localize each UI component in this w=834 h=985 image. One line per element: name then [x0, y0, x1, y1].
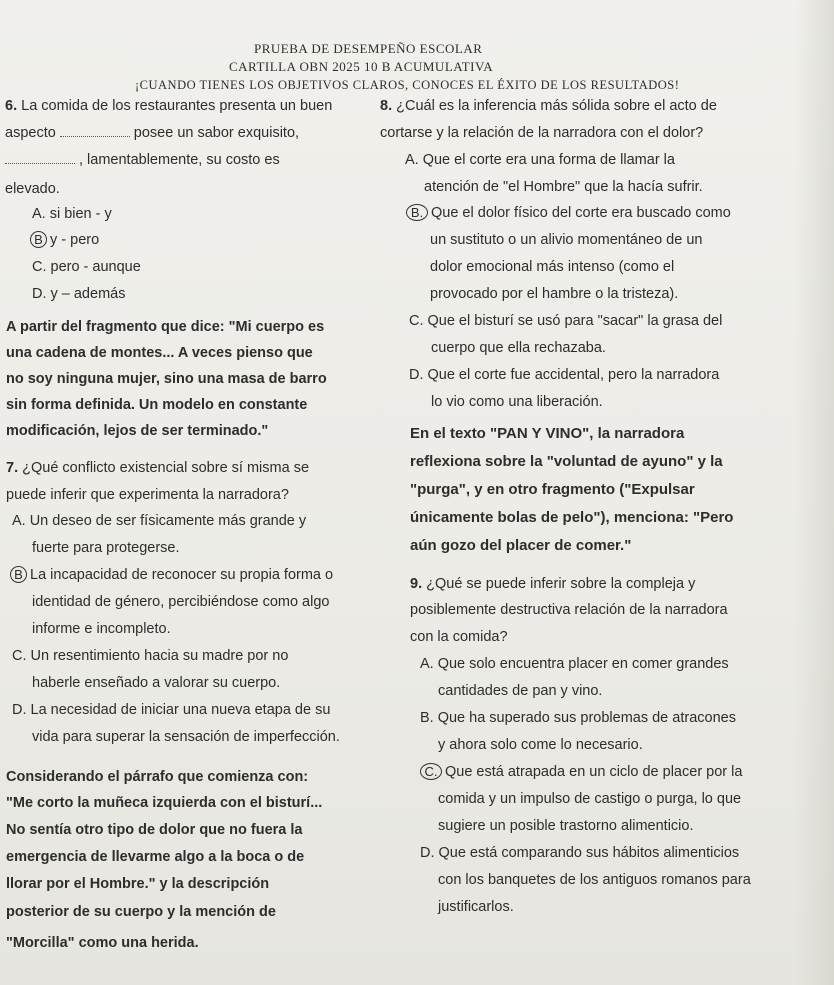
q6-stem-line3: , lamentablemente, su costo es [5, 151, 280, 169]
q6-stem-line2: aspecto posee un sabor exquisito, [5, 125, 300, 141]
q7-stem-line2: puede inferir que experimenta la narradora? [6, 487, 289, 503]
q7-option-b[interactable]: B La incapacidad de reconocer su propia forma o [10, 566, 333, 584]
q7-stem-line1: 7. ¿Qué conflicto existencial sobre sí misma se [6, 460, 310, 476]
q6-blank-1 [60, 126, 130, 137]
passage9-line4: únicamente bolas de pelo"), menciona: "Pero [410, 509, 734, 526]
passage9-line5: aún gozo del placer de comer." [410, 537, 632, 554]
q7-option-d[interactable]: D. La necesidad de iniciar una nueva etapa de su [12, 702, 331, 718]
passage7-line2: una cadena de montes... A veces pienso que [6, 345, 313, 361]
q8-option-b-cont1: un sustituto o un alivio momentáneo de un [430, 232, 703, 248]
passage8-line1: Considerando el párrafo que comienza con: [6, 769, 309, 785]
q9-stem-line2: posiblemente destructiva relación de la narradora [410, 602, 728, 618]
q7-option-d-cont: vida para superar la sensación de imperfección. [32, 729, 340, 745]
q9-option-c-cont2: sugiere un posible trastorno alimenticio. [438, 818, 694, 834]
q9-option-a-cont: cantidades de pan y vino. [438, 683, 603, 699]
header-title: PRUEBA DE DESEMPEÑO ESCOLAR [254, 41, 483, 56]
q8-option-d[interactable]: D. Que el corte fue accidental, pero la narradora [409, 367, 720, 383]
q6-number: 6. [5, 98, 18, 114]
page-edge-shadow [794, 0, 834, 985]
passage8-line4: emergencia de llevarme algo a la boca o de [6, 849, 305, 865]
q6-blank-2 [5, 153, 75, 164]
q8-option-b[interactable]: B. Que el dolor físico del corte era buscado como [406, 204, 731, 222]
header-subtitle: CARTILLA OBN 2025 10 B ACUMULATIVA [229, 59, 494, 74]
q8-option-a[interactable]: A. Que el corte era una forma de llamar la [405, 152, 675, 168]
q6-option-b[interactable]: B y - pero [30, 231, 99, 249]
passage7-line5: modificación, lejos de ser terminado." [6, 423, 269, 439]
q8-number: 8. [380, 98, 393, 114]
q6-option-a[interactable]: A. si bien - y [32, 206, 112, 222]
q9-option-b[interactable]: B. Que ha superado sus problemas de atracones [420, 710, 736, 726]
q9-option-c-cont1: comida y un impulso de castigo o purga, lo que [438, 791, 742, 807]
q9-option-c[interactable]: C. Que está atrapada en un ciclo de placer por la [420, 763, 742, 781]
passage8-line2: "Me corto la muñeca izquierda con el bisturí... [6, 795, 323, 811]
q6-option-b-marked-circle: B [30, 231, 47, 248]
q8-option-d-cont: lo vio como una liberación. [431, 394, 603, 410]
passage7-line4: sin forma definida. Un modelo en constante [6, 397, 308, 413]
passage9-line3: "purga", y en otro fragmento ("Expulsar [410, 481, 695, 498]
q8-stem-line1: 8. ¿Cuál es la inferencia más sólida sobre el acto de [380, 98, 717, 114]
passage8-line6: posterior de su cuerpo y la mención de [6, 904, 276, 920]
q9-stem-line3: con la comida? [410, 629, 508, 645]
q7-option-c[interactable]: C. Un resentimiento hacia su madre por no [12, 648, 289, 664]
passage7-line1: A partir del fragmento que dice: "Mi cuerpo es [6, 319, 325, 335]
passage8-line7: "Morcilla" como una herida. [6, 935, 199, 951]
q7-option-a-cont: fuerte para protegerse. [32, 540, 180, 556]
q8-option-c[interactable]: C. Que el bisturí se usó para "sacar" la grasa del [409, 313, 723, 329]
passage8-line3: No sentía otro tipo de dolor que no fuera la [6, 822, 303, 838]
q8-option-b-cont3: provocado por el hambre o la tristeza). [430, 286, 679, 302]
q6-stem-line1: 6. La comida de los restaurantes presenta un buen [5, 98, 333, 114]
q8-stem-line2: cortarse y la relación de la narradora con el dolor? [380, 125, 704, 141]
q9-option-d-cont2: justificarlos. [438, 899, 514, 915]
q9-option-d[interactable]: D. Que está comparando sus hábitos alimenticios [420, 845, 740, 861]
passage9-line2: reflexiona sobre la "voluntad de ayuno" y la [410, 453, 723, 470]
q7-option-a[interactable]: A. Un deseo de ser físicamente más grande y [12, 513, 307, 529]
q9-option-a[interactable]: A. Que solo encuentra placer en comer grandes [420, 656, 729, 672]
q6-stem-line4: elevado. [5, 181, 60, 197]
q7-option-b-cont1: identidad de género, percibiéndose como algo [32, 594, 330, 610]
header-motto: ¡CUANDO TIENES LOS OBJETIVOS CLAROS, CONOCES EL ÉXITO DE LOS RESULTADOS! [135, 78, 680, 92]
passage7-line3: no soy ninguna mujer, sino una masa de barro [6, 371, 327, 387]
q6-option-c[interactable]: C. pero - aunque [32, 259, 141, 275]
q9-option-d-cont1: con los banquetes de los antiguos romanos para [438, 872, 751, 888]
passage9-line1: En el texto "PAN Y VINO", la narradora [410, 425, 685, 442]
q7-option-c-cont: haberle enseñado a valorar su cuerpo. [32, 675, 281, 691]
q7-number: 7. [6, 460, 19, 476]
q9-option-c-marked-circle: C. [420, 763, 442, 780]
q8-option-a-cont: atención de "el Hombre" que la hacía sufrir. [424, 179, 703, 195]
q9-stem-line1: 9. ¿Qué se puede inferir sobre la compleja y [410, 576, 696, 592]
q9-option-b-cont: y ahora solo come lo necesario. [438, 737, 643, 753]
passage8-line5: llorar por el Hombre." y la descripción [6, 876, 270, 892]
q6-option-d[interactable]: D. y – además [32, 286, 126, 302]
q8-option-b-cont2: dolor emocional más intenso (como el [430, 259, 675, 275]
q7-option-b-marked-circle: B [10, 566, 27, 583]
q8-option-b-marked-circle: B. [406, 204, 428, 221]
q9-number: 9. [410, 576, 423, 592]
q8-option-c-cont: cuerpo que ella rechazaba. [431, 340, 606, 356]
q7-option-b-cont2: informe e incompleto. [32, 621, 171, 637]
